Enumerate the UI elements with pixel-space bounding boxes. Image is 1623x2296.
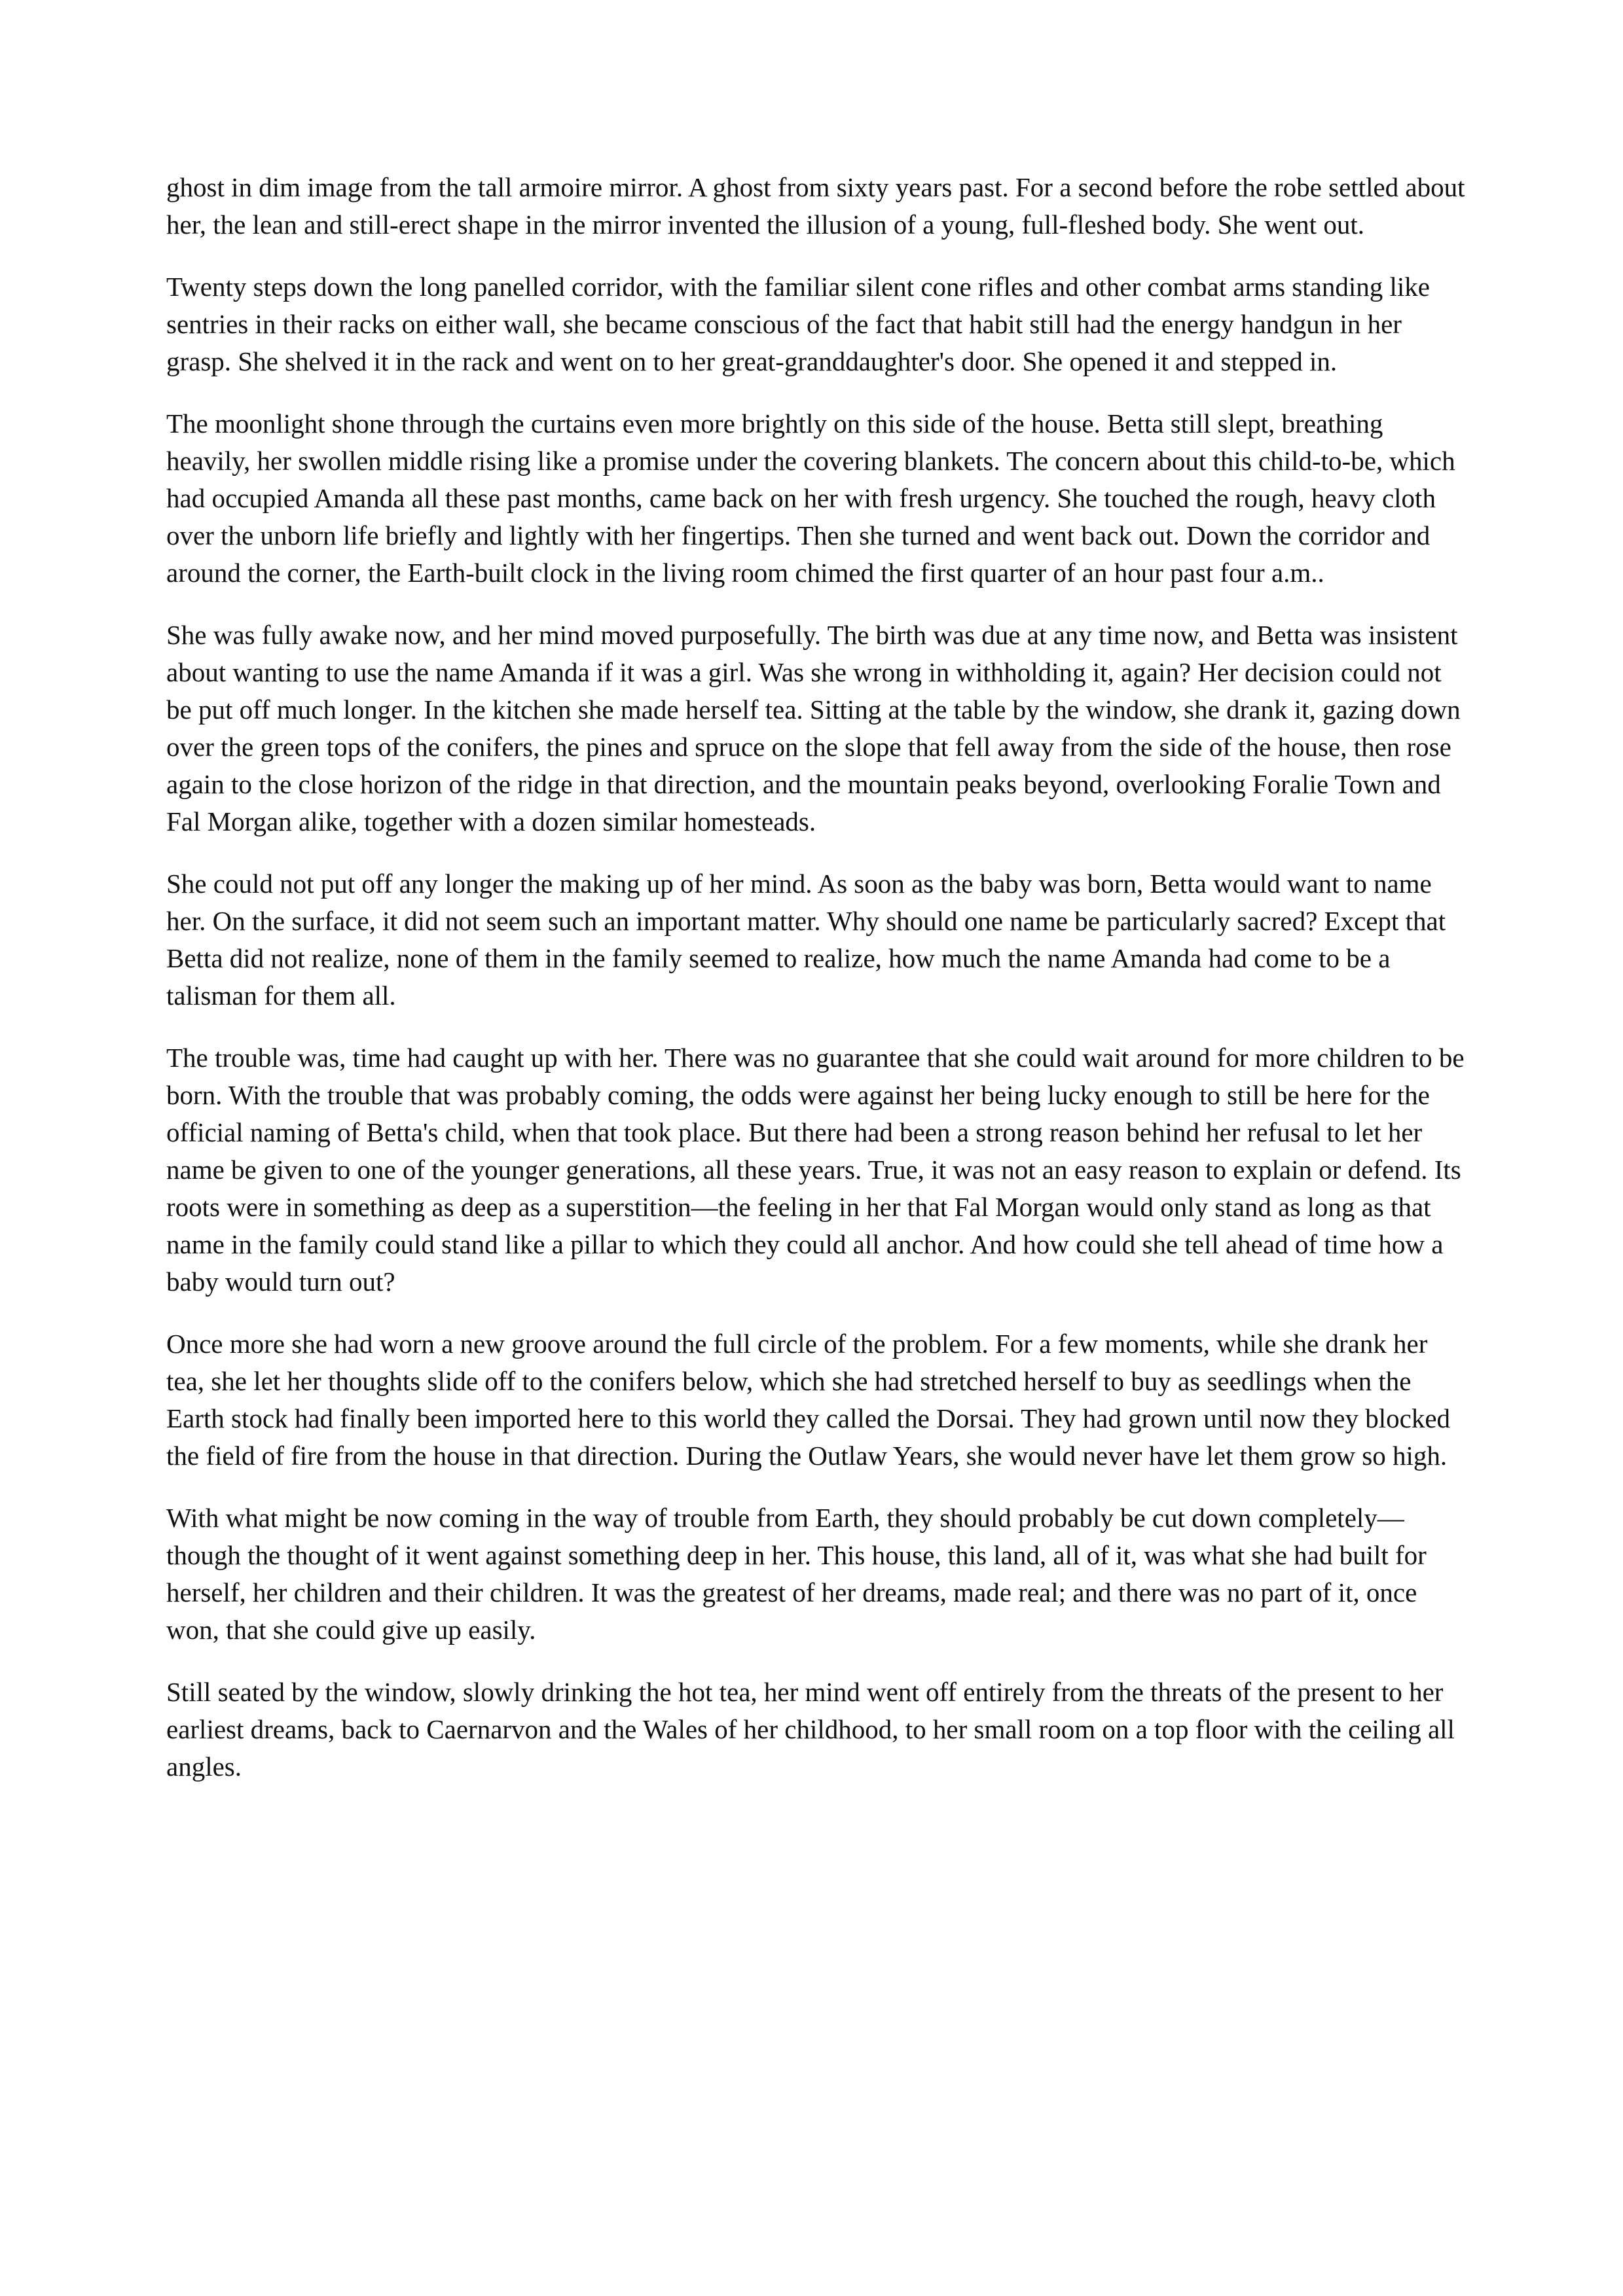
body-text [166,169,1469,1785]
paragraph: Still seated by the window, slowly drinking the hot tea, her mind went off entirely from the threats of the present to her earliest dreams, back to Caernarvon and the Wales of her childhood, to her small room on a top floor with the ceiling all angles. [166,1677,1455,1782]
paragraph: Twenty steps down the long panelled corridor, with the familiar silent cone rifles and other combat arms standing like sentries in their racks on either wall, she became conscious of the fact that habit still had the energy handgun in her grasp. She shelved it in the rack and went on to her great-granddaughter's door. She opened it and stepped in. [166,272,1430,376]
paragraph: She was fully awake now, and her mind moved purposefully. The birth was due at any time now, and Betta was insistent about wanting to use the name Amanda if it was a girl. Was she wrong in withholding it, again? Her decision could not be put off much longer. In the kitchen she made herself tea. Sitting at the table by the window, she drank it, gazing down over the green tops of the conifers, the pines and spruce on the slope that fell away from the side of the house, then rose again to the close horizon of the ridge in that direction, and the mountain peaks beyond, overlooking Foralie Town and Fal Morgan alike, together with a dozen similar homesteads. [166,620,1461,836]
paragraph: The moonlight shone through the curtains even more brightly on this side of the house. Betta still slept, breathing heavily, her swollen middle rising like a promise under the covering blankets. The concern about this child-to-be, which had occupied Amanda all these past months, came back on her with fresh urgency. She touched the rough, heavy cloth over the unborn life briefly and lightly with her fingertips. Then she turned and went back out. Down the corridor and around the corner, the Earth-built clock in the living room chimed the first quarter of an hour past four a.m.. [166,408,1455,588]
paragraph: With what might be now coming in the way of trouble from Earth, they should probably be cut down completely— though the thought of it went against something deep in her. This house, this land, all of it, was what she had built for herself, her children and their children. It was the greatest of her dreams, made real; and there was no part of it, once won, that she could give up easily. [166,1503,1427,1645]
paragraph: ghost in dim image from the tall armoire mirror. A ghost from sixty years past. For a second before the robe settled about her, the lean and still-erect shape in the mirror invented the illusion of a young, full-fleshed body. She went out. [166,172,1465,240]
paragraph: She could not put off any longer the making up of her mind. As soon as the baby was born, Betta would want to name her. On the surface, it did not seem such an important matter. Why should one name be particularly sacred? Except that Betta did not realize, none of them in the family seemed to realize, how much the name Amanda had come to be a talisman for them all. [166,869,1446,1011]
paragraph: The trouble was, time had caught up with her. There was no guarantee that she could wait around for more children to be born. With the trouble that was probably coming, the odds were against her being lucky enough to still be here for the official naming of Betta's child, when that took place. But there had been a strong reason behind her refusal to let her name be given to one of the younger generations, all these years. True, it was not an easy reason to explain or defend. Its roots were in something as deep as a superstition—the feeling in her that Fal Morgan would only stand as long as that name in the family could stand like a pillar to which they could all anchor. And how could she tell ahead of time how a baby would turn out? [166,1043,1465,1297]
paragraph: Once more she had worn a new groove around the full circle of the problem. For a few moments, while she drank her tea, she let her thoughts slide off to the conifers below, which she had stretched herself to buy as seedlings when the Earth stock had finally been imported here to this world they called the Dorsai. They had grown until now they blocked the field of fire from the house in that direction. During the Outlaw Years, she would never have let them grow so high. [166,1329,1451,1471]
